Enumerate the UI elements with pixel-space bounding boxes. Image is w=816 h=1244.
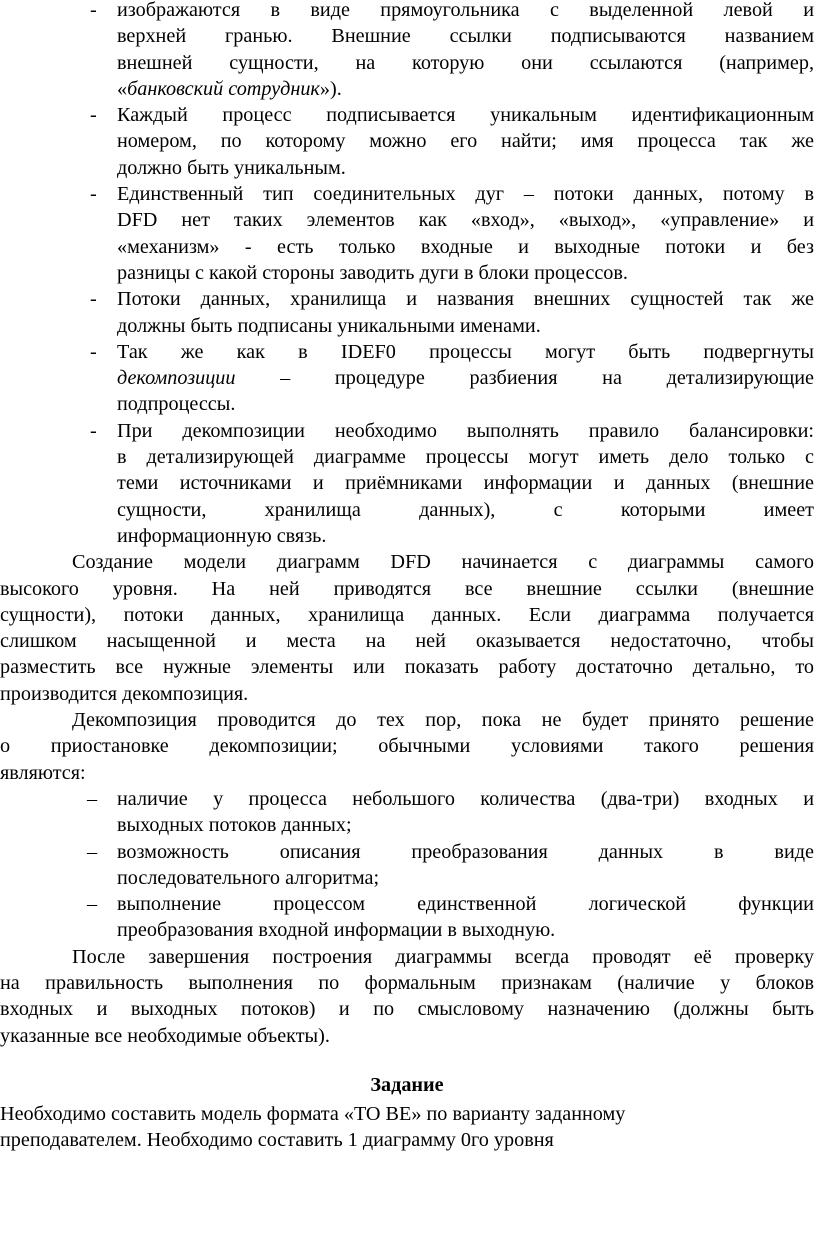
text-line [117, 76, 814, 102]
text-line: указанные все необходимые объекты). [0, 1024, 330, 1047]
text-line: номером, по которому можно его найти; имя процесса так же [117, 130, 814, 153]
task-heading: Задание [370, 1073, 444, 1096]
text-line: После завершения построения диаграммы всегда проводят её проверку [72, 945, 814, 968]
text-line: Декомпозиция проводится до тех пор, пока не будет принято решение [72, 709, 814, 732]
list-marker: – [87, 893, 98, 916]
list-marker: - [90, 0, 97, 21]
quote-open: « [117, 77, 128, 100]
list-marker: – [87, 787, 98, 810]
text-line: Каждый процесс подписывается уникальным идентификационным [117, 104, 814, 127]
text-line: возможность описания преобразования данных в виде [117, 840, 814, 863]
task-text [0, 1101, 814, 1154]
list-item [0, 286, 814, 339]
text-line: входных и выходных потоков) и по смысловому назначению (должны быть [0, 998, 814, 1021]
text-line: внешней сущности, на которую они ссылаются (например, [117, 51, 814, 74]
dash-bullet-list [0, 786, 814, 944]
text-line: разместить все нужные элементы или показать работу достаточно детально, то [0, 656, 814, 679]
text-line: информационную связь. [117, 524, 327, 547]
text-line: разницы с какой стороны заводить дуги в блоки процессов. [117, 261, 628, 284]
text-line: наличие у процесса небольшого количества (два-три) входных и [117, 787, 814, 810]
list-item [0, 891, 814, 944]
text-line: последовательного алгоритма; [117, 866, 380, 889]
hyphen-bullet-list [0, 0, 814, 549]
text-line: должно быть уникальным. [117, 156, 346, 179]
paragraph [0, 549, 814, 707]
text-line: о приостановке декомпозиции; обычными условиями такого решения [0, 735, 814, 758]
text-line: сущности, хранилища данных), с которыми имеет [117, 498, 814, 521]
text-line: являются: [0, 761, 86, 784]
text-line: на правильность выполнения по формальным признакам (наличие у блоков [0, 971, 814, 994]
text-line: высокого уровня. На ней приводятся все внешние ссылки (внешние [0, 577, 814, 600]
text-line [117, 365, 814, 391]
text-line: верхней гранью. Внешние ссылки подписываются названием [117, 25, 814, 48]
text-line: должны быть подписаны уникальными именами. [117, 314, 541, 337]
quote-close: »). [319, 77, 342, 100]
list-item [0, 418, 814, 549]
list-marker: - [90, 419, 97, 442]
text-line: выходных потоков данных; [117, 814, 352, 837]
text-line: преподавателем. Необходимо составить 1 диаграмму 0го уровня [0, 1129, 554, 1152]
text-line: Создание модели диаграмм DFD начинается с диаграммы самого [72, 551, 814, 574]
paragraph [0, 707, 814, 786]
list-item [0, 786, 814, 839]
text-line: подпроцессы. [117, 393, 236, 416]
list-item [0, 102, 814, 181]
list-item [0, 181, 814, 286]
text-line: сущности), потоки данных, хранилища данных. Если диаграмма получается [0, 603, 814, 626]
list-marker: - [90, 288, 97, 311]
list-marker: – [87, 840, 98, 863]
text-line: Необходимо составить модель формата «TO BE» по варианту заданному [0, 1103, 626, 1126]
text-line: преобразования входной информации в выходную. [117, 919, 556, 942]
text-line: выполнение процессом единственной логической функции [117, 893, 814, 916]
text-line: слишком насыщенной и места на ней оказывается недостаточно, чтобы [0, 630, 814, 653]
italic-term: декомпозиции [117, 367, 236, 390]
text-line: Единственный тип соединительных дуг – потоки данных, потому в [117, 183, 814, 206]
list-marker: - [90, 104, 97, 127]
list-item [0, 339, 814, 418]
text-line: изображаются в виде прямоугольника с выделенной левой и [117, 0, 814, 21]
text-line: производится декомпозиция. [0, 682, 249, 705]
text-line: Потоки данных, хранилища и названия внешних сущностей так же [117, 288, 814, 311]
text-line: Так же как в IDEF0 процессы могут быть подвергнуты [117, 340, 814, 363]
italic-term: банковский сотрудник [127, 77, 320, 100]
list-item [0, 0, 814, 102]
list-item [0, 839, 814, 892]
paragraph [0, 944, 814, 1049]
text-span: – процедуре разбиения на детализирующие [235, 367, 814, 390]
text-line: «механизм» - есть только входные и выходные потоки и без [117, 235, 814, 258]
text-line: DFD нет таких элементов как «вход», «выход», «управление» и [117, 209, 814, 232]
text-line: в детализирующей диаграмме процессы могут иметь дело только с [117, 446, 814, 469]
text-line: При декомпозиции необходимо выполнять правило балансировки: [117, 419, 814, 442]
text-line: теми источниками и приёмниками информации и данных (внешние [117, 472, 814, 495]
list-marker: - [90, 183, 97, 206]
list-marker: - [90, 340, 97, 363]
